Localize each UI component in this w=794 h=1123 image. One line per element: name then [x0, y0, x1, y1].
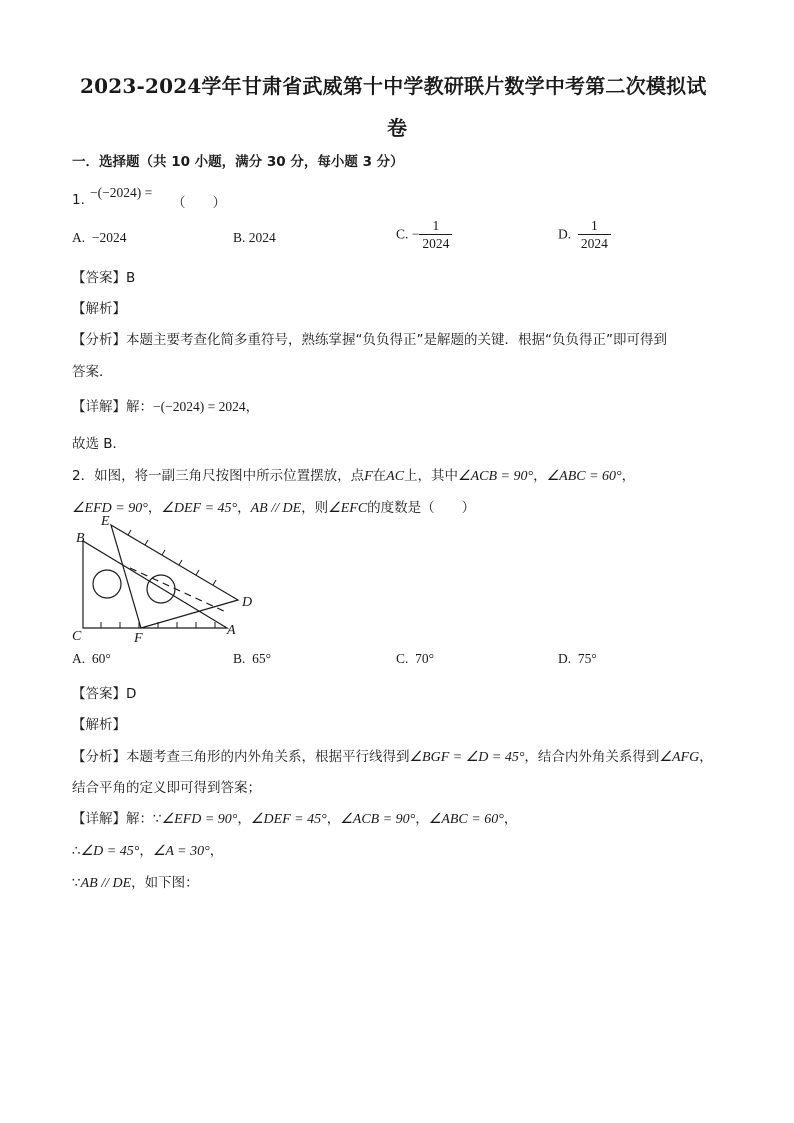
section-header: 一．选择题（共 10 小题，满分 30 分，每小题 3 分） [72, 154, 404, 170]
base-tick-marks [101, 622, 215, 628]
q1-number: 1. [72, 192, 85, 208]
q2-option-d [558, 651, 597, 667]
q1-detail [72, 395, 259, 415]
q2-stem-line1 [72, 464, 635, 485]
comma: ， [621, 468, 636, 484]
comma: ， [237, 500, 251, 516]
segment-ac: AC [386, 469, 405, 484]
comma: ， [147, 500, 162, 516]
option-value: 2024 [248, 230, 276, 245]
detail-prefix: 【详解】解： [72, 399, 153, 415]
q2-answer: 【答案】D [72, 686, 137, 702]
numerator: 1 [432, 218, 440, 233]
label-e: E [101, 514, 110, 529]
angle-acb: ∠ACB = 90° [340, 812, 416, 827]
parallel-statement: AB // DE [250, 501, 302, 516]
comma: ， [139, 843, 153, 859]
q1-option-d [558, 217, 611, 252]
label-a: A [227, 623, 236, 638]
q2-option-a [72, 651, 111, 667]
option-label: C. [396, 651, 409, 666]
denominator: 2024 [419, 234, 452, 252]
angle-abc: ∠ABC = 60° [546, 469, 622, 484]
q2-detail-line1 [72, 807, 517, 828]
q2-option-b [233, 651, 271, 667]
angle-efd: ∠EFD = 90° [72, 501, 148, 516]
angle-abc: ∠ABC = 60° [428, 812, 504, 827]
option-value: 70° [415, 651, 435, 666]
q1-expression: −(−2024) = [90, 185, 153, 200]
comma: ， [503, 811, 518, 827]
q1-jiexi: 【解析】 [72, 301, 126, 317]
doc-title-line2: 卷 [387, 116, 408, 140]
q1-analysis-line1: 【分析】本题主要考查化简多重符号，熟练掌握“负负得正”是解题的关键．根据“负负得正”即可得到 [72, 332, 667, 348]
stem-text: ，则 [301, 500, 329, 516]
doc-title-line1: 2023-2024学年甘肃省武威第十中学教研联片数学中考第二次模拟试 [80, 74, 707, 98]
angle-def: ∠DEF = 45° [250, 812, 327, 827]
q2-figure [70, 514, 270, 646]
q1-option-c [396, 217, 452, 252]
q1-option-b [233, 230, 276, 246]
option-label: B. [233, 230, 246, 245]
option-label: B. [233, 651, 246, 666]
comma: ， [326, 811, 341, 827]
option-label: A. [72, 651, 86, 666]
denominator: 2024 [578, 234, 611, 252]
fraction [578, 217, 611, 252]
fraction [419, 217, 452, 252]
point-f: F [364, 469, 373, 484]
q2-analysis-line2: 结合平角的定义即可得到答案； [72, 780, 261, 796]
q2-detail-line2 [72, 839, 223, 860]
q1-conclusion: 故选 B． [72, 436, 127, 452]
angle-bgf: ∠BGF = ∠D = 45° [409, 750, 525, 765]
option-label: A. [72, 230, 86, 245]
q1-paren: （ ） [172, 195, 226, 211]
comma: ， [533, 468, 547, 484]
comma: ， [209, 843, 224, 859]
angle-def: ∠DEF = 45° [161, 501, 238, 516]
label-c: C [72, 629, 82, 644]
q2-option-c [396, 651, 434, 667]
detail-text: 【详解】解：∵ [72, 811, 162, 827]
triangle-def [111, 525, 238, 628]
numerator: 1 [591, 218, 598, 233]
detail-expression: −(−2024) = 2024 [153, 399, 246, 414]
option-value: 60° [91, 651, 111, 666]
angle-a: ∠A = 30° [152, 844, 210, 859]
comma: ， [699, 749, 713, 765]
comma: ， [237, 811, 251, 827]
q1-option-a [72, 230, 127, 246]
triangle-abc [83, 541, 227, 628]
triangle-hole-circle [93, 570, 121, 598]
parallel-statement: AB // DE [80, 876, 132, 891]
q1-analysis-line2: 答案． [72, 364, 113, 380]
label-b: B [76, 531, 85, 546]
angle-acb: ∠ACB = 90° [458, 469, 534, 484]
label-d: D [242, 595, 253, 610]
dashed-line [130, 568, 226, 612]
angle-efd: ∠EFD = 90° [161, 812, 238, 827]
analysis-text: 【分析】本题考查三角形的内外角关系，根据平行线得到 [72, 749, 410, 765]
angle-afg: ∠AFG [659, 750, 700, 765]
minus-sign: − [411, 226, 420, 242]
because-symbol: ∵ [72, 875, 81, 891]
option-label: D. [558, 651, 572, 666]
q1-answer: 【答案】B [72, 270, 136, 286]
stem-text: 上，其中 [404, 468, 459, 484]
q2-detail-line3 [72, 871, 199, 892]
label-f: F [134, 631, 143, 646]
option-value: 75° [577, 651, 597, 666]
triangle-hole-circle [147, 575, 175, 603]
q2-analysis-line1 [72, 745, 713, 766]
stem-text: 的度数是（ ） [367, 500, 476, 516]
analysis-text: ，结合内外角关系得到 [524, 749, 660, 765]
angle-d: ∠D = 45° [80, 844, 140, 859]
option-value: 65° [252, 651, 272, 666]
stem-text: 在 [372, 468, 387, 484]
option-value: −2024 [91, 230, 127, 245]
q2-jiexi: 【解析】 [72, 717, 126, 733]
therefore-symbol: ∴ [72, 843, 81, 859]
angle-efc: ∠EFC [328, 501, 368, 516]
detail-suffix: ， [245, 399, 260, 415]
option-label: D. [558, 226, 572, 242]
detail-text: ，如下图： [131, 875, 199, 891]
comma: ， [415, 811, 429, 827]
stem-text: 2．如图，将一副三角尺按图中所示位置摆放，点 [72, 468, 365, 484]
option-label: C. [396, 226, 409, 242]
